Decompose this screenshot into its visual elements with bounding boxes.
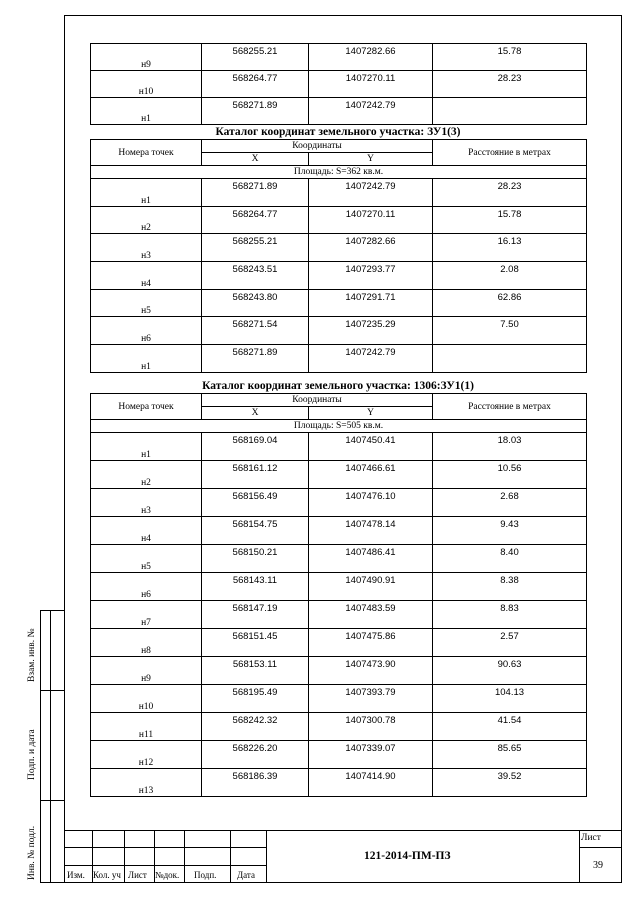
x-value: 568147.19	[202, 601, 309, 629]
x-value: 568255.21	[202, 44, 309, 71]
catalog-1	[90, 126, 586, 373]
distance-value: 8.83	[433, 601, 587, 629]
stamp-line	[64, 865, 266, 866]
point-label: н3	[91, 489, 202, 517]
distance-value: 8.40	[433, 545, 587, 573]
x-value: 568243.51	[202, 262, 309, 290]
distance-value: 2.68	[433, 489, 587, 517]
side-divider	[40, 800, 65, 801]
area-row: Площадь: S=362 кв.м.	[91, 166, 587, 179]
catalog-1-title: Каталог координат земельного участка: ЗУ1(3)	[215, 126, 461, 138]
x-value: 568153.11	[202, 657, 309, 685]
table-row	[91, 44, 587, 71]
x-value: 568271.89	[202, 98, 309, 125]
table-row	[91, 71, 587, 98]
col-header-point: Номера точек	[91, 394, 202, 420]
x-value: 568150.21	[202, 545, 309, 573]
x-value: 568154.75	[202, 517, 309, 545]
stamp-line	[64, 830, 622, 831]
y-value: 1407282.66	[309, 234, 433, 262]
distance-value: 62.86	[433, 289, 587, 317]
distance-value: 28.23	[433, 179, 587, 207]
catalog-2-title: Каталог координат земельного участка: 1306:ЗУ1(1)	[202, 380, 474, 392]
x-value: 568186.39	[202, 769, 309, 797]
y-value: 1407393.79	[309, 685, 433, 713]
table-row	[91, 262, 587, 290]
point-label: н3	[91, 234, 202, 262]
distance-value: 8.38	[433, 573, 587, 601]
top-table	[90, 43, 586, 125]
y-value: 1407339.07	[309, 741, 433, 769]
x-value: 568143.11	[202, 573, 309, 601]
stamp-col-podp: Подп.	[194, 870, 217, 880]
y-value: 1407300.78	[309, 713, 433, 741]
y-value: 1407291.71	[309, 289, 433, 317]
x-value: 568156.49	[202, 489, 309, 517]
table-row	[91, 769, 587, 797]
x-value: 568264.77	[202, 206, 309, 234]
distance-value: 41.54	[433, 713, 587, 741]
y-value: 1407473.90	[309, 657, 433, 685]
y-value: 1407235.29	[309, 317, 433, 345]
y-value: 1407282.66	[309, 44, 433, 71]
table-row	[91, 234, 587, 262]
y-value: 1407293.77	[309, 262, 433, 290]
distance-value: 2.57	[433, 629, 587, 657]
table-row	[91, 345, 587, 373]
x-value: 568271.54	[202, 317, 309, 345]
point-label: н9	[91, 44, 202, 71]
y-value: 1407242.79	[309, 345, 433, 373]
distance-value: 15.78	[433, 44, 587, 71]
stamp-col-izm: Изм.	[67, 870, 85, 880]
side-divider	[40, 690, 65, 691]
catalog-1-table	[90, 139, 587, 373]
sheet-label: Лист	[581, 833, 601, 843]
x-value: 568271.89	[202, 345, 309, 373]
point-label: н12	[91, 741, 202, 769]
distance-value	[433, 345, 587, 373]
side-label-replace: Взам. инв. №	[27, 628, 37, 682]
y-value: 1407476.10	[309, 489, 433, 517]
y-value: 1407466.61	[309, 461, 433, 489]
table-row	[91, 289, 587, 317]
table-row	[91, 317, 587, 345]
col-header-y: Y	[309, 153, 433, 166]
table-row	[91, 461, 587, 489]
x-value: 568195.49	[202, 685, 309, 713]
distance-value	[433, 98, 587, 125]
col-header-y: Y	[309, 407, 433, 420]
stamp-line	[230, 830, 231, 883]
distance-value: 16.13	[433, 234, 587, 262]
distance-value: 15.78	[433, 206, 587, 234]
point-label: н8	[91, 629, 202, 657]
col-header-x: X	[202, 407, 309, 420]
table-row	[91, 601, 587, 629]
point-label: н2	[91, 461, 202, 489]
title-block	[64, 830, 622, 883]
distance-value: 85.65	[433, 741, 587, 769]
y-value: 1407450.41	[309, 433, 433, 461]
stamp-line	[64, 847, 266, 848]
point-label: н2	[91, 206, 202, 234]
y-value: 1407414.90	[309, 769, 433, 797]
table-row	[91, 517, 587, 545]
y-value: 1407486.41	[309, 545, 433, 573]
area-row: Площадь: S=505 кв.м.	[91, 420, 587, 433]
point-label: н4	[91, 262, 202, 290]
table-row	[91, 545, 587, 573]
point-label: н4	[91, 517, 202, 545]
side-label-inventory: Инв. № подл.	[27, 825, 37, 880]
side-stamp-column	[40, 610, 65, 883]
stamp-col-data: Дата	[237, 870, 255, 880]
point-label: н1	[91, 179, 202, 207]
sheet-number: 39	[593, 860, 603, 871]
table-row	[91, 713, 587, 741]
x-value: 568242.32	[202, 713, 309, 741]
x-value: 568169.04	[202, 433, 309, 461]
table-row	[91, 741, 587, 769]
table-row	[91, 179, 587, 207]
table-row	[91, 206, 587, 234]
point-label: н1	[91, 345, 202, 373]
y-value: 1407478.14	[309, 517, 433, 545]
document-code: 121-2014-ПМ-ПЗ	[364, 850, 451, 862]
y-value: 1407270.11	[309, 71, 433, 98]
catalog-2	[90, 380, 586, 797]
x-value: 568151.45	[202, 629, 309, 657]
col-header-distance: Расстояние в метрах	[433, 140, 587, 166]
point-label: н13	[91, 769, 202, 797]
catalog-2-table	[90, 393, 587, 797]
x-value: 568226.20	[202, 741, 309, 769]
y-value: 1407270.11	[309, 206, 433, 234]
stamp-col-kol-uch: Кол. уч	[93, 870, 121, 880]
distance-value: 7.50	[433, 317, 587, 345]
distance-value: 18.03	[433, 433, 587, 461]
table-row	[91, 657, 587, 685]
distance-value: 2.08	[433, 262, 587, 290]
y-value: 1407490.91	[309, 573, 433, 601]
table-row	[91, 685, 587, 713]
point-label: н5	[91, 289, 202, 317]
x-value: 568243.80	[202, 289, 309, 317]
y-value: 1407475.86	[309, 629, 433, 657]
point-label: н9	[91, 657, 202, 685]
x-value: 568161.12	[202, 461, 309, 489]
stamp-col-list: Лист	[128, 870, 147, 880]
distance-value: 10.56	[433, 461, 587, 489]
stamp-col-ndok: №док.	[155, 870, 180, 880]
col-header-distance: Расстояние в метрах	[433, 394, 587, 420]
distance-value: 28.23	[433, 71, 587, 98]
point-label: н1	[91, 98, 202, 125]
stamp-line	[579, 847, 622, 848]
table-row	[91, 629, 587, 657]
table-row	[91, 573, 587, 601]
stamp-line	[266, 830, 267, 883]
side-label-signature: Подп. и дата	[27, 729, 37, 780]
distance-value: 104.13	[433, 685, 587, 713]
point-label: н6	[91, 573, 202, 601]
point-label: н10	[91, 71, 202, 98]
point-label: н11	[91, 713, 202, 741]
table-row	[91, 489, 587, 517]
col-header-coords: Координаты	[202, 140, 433, 153]
point-label: н1	[91, 433, 202, 461]
point-label: н10	[91, 685, 202, 713]
stamp-line	[579, 830, 580, 883]
point-label: н5	[91, 545, 202, 573]
col-header-x: X	[202, 153, 309, 166]
x-value: 568271.89	[202, 179, 309, 207]
point-label: н6	[91, 317, 202, 345]
table-row	[91, 433, 587, 461]
x-value: 568255.21	[202, 234, 309, 262]
y-value: 1407242.79	[309, 98, 433, 125]
y-value: 1407483.59	[309, 601, 433, 629]
point-label: н7	[91, 601, 202, 629]
table-row	[91, 98, 587, 125]
stamp-line	[124, 830, 125, 883]
distance-value: 9.43	[433, 517, 587, 545]
distance-value: 39.52	[433, 769, 587, 797]
col-header-coords: Координаты	[202, 394, 433, 407]
y-value: 1407242.79	[309, 179, 433, 207]
stamp-line	[184, 830, 185, 883]
distance-value: 90.63	[433, 657, 587, 685]
x-value: 568264.77	[202, 71, 309, 98]
side-inner-line	[50, 610, 51, 883]
col-header-point: Номера точек	[91, 140, 202, 166]
top-coords-table	[90, 43, 587, 125]
